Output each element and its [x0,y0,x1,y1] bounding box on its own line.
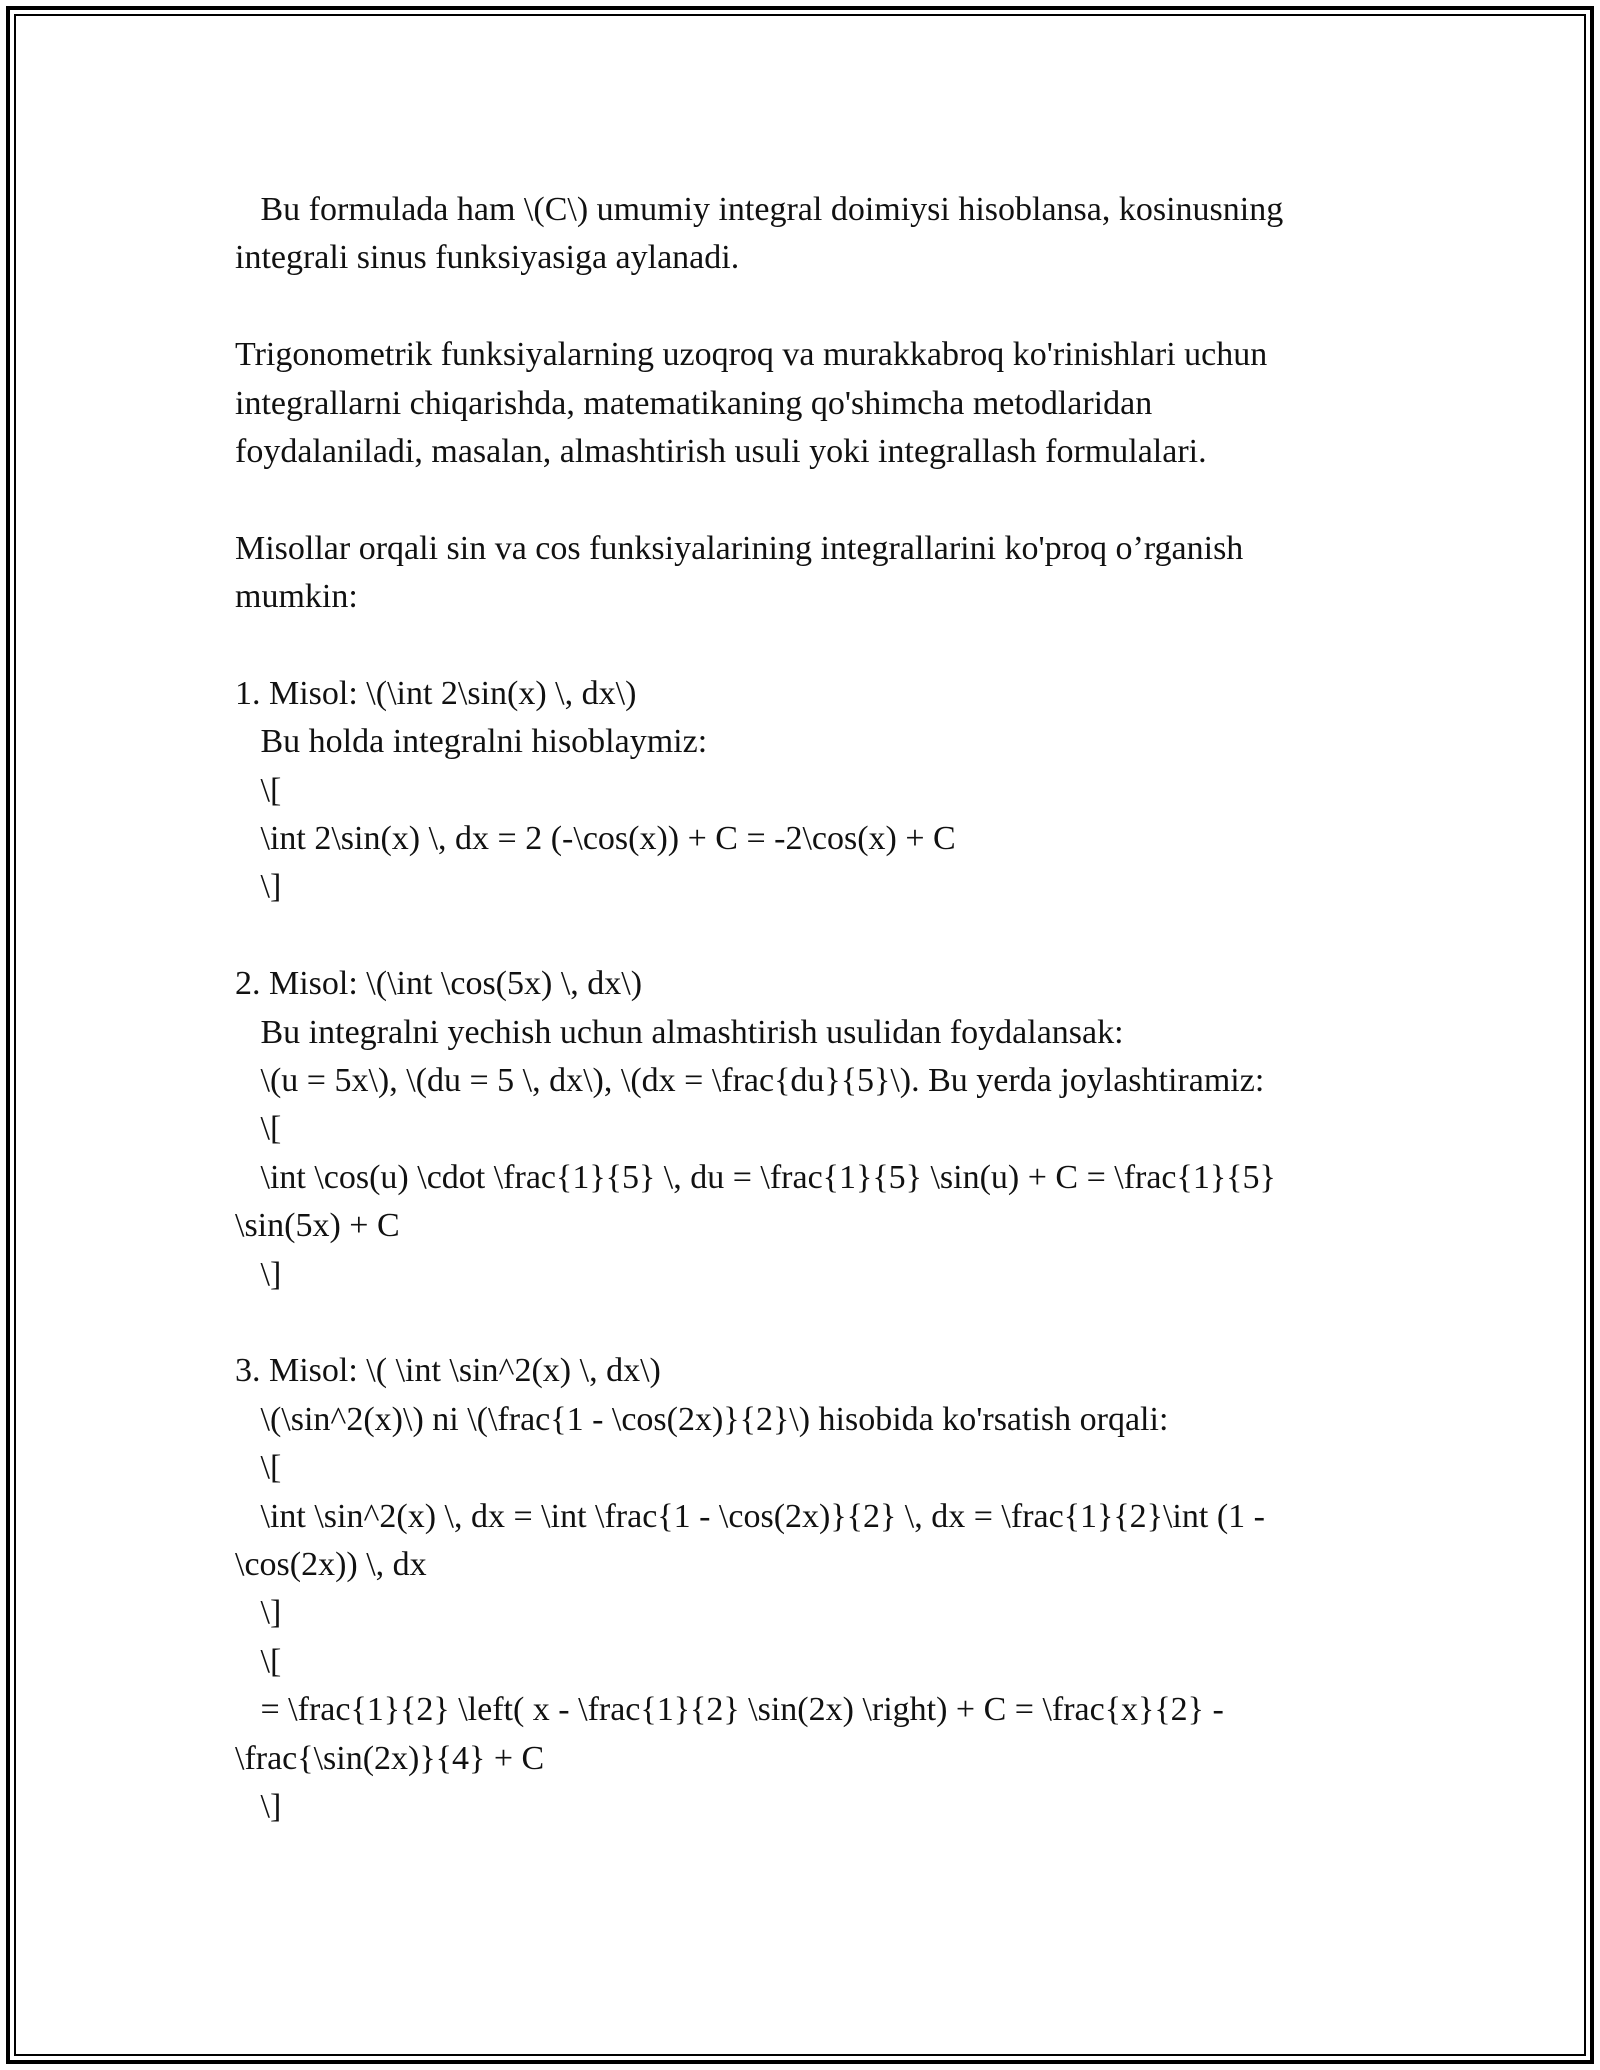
example-3-heading: 3. Misol: \( \int \sin^2(x) \, dx\) [235,1352,661,1390]
formula-line: \[ [235,1110,282,1148]
example-2-heading: 2. Misol: \(\int \cos(5x) \, dx\) [235,965,643,1003]
blank-line [235,476,1385,524]
example-1-heading: 1. Misol: \(\int 2\sin(x) \, dx\) [235,674,637,712]
formula-line: \sin(5x) + C [235,1207,400,1245]
formula-line: \] [235,1255,282,1293]
text-line: \(u = 5x\), \(du = 5 \, dx\), \(dx = \frac{du}{5}\). Bu yerda joylashtiramiz: [235,1062,1265,1100]
blank-line [235,912,1385,960]
text-line: \(\sin^2(x)\) ni \(\frac{1 - \cos(2x)}{2}\) hisobida ko'rsatish orqali: [235,1400,1169,1438]
formula-line: \frac{\sin(2x)}{4} + C [235,1739,545,1777]
text-line: Bu formulada ham \(C\) umumiy integral doimiysi hisoblansa, kosinusning [235,191,1284,228]
blank-line [235,283,1385,331]
text-line: foydalaniladi, masalan, almashtirish usuli yoki integrallash formulalari. [235,432,1207,470]
blank-line [235,1299,1385,1347]
text-line: Misollar orqali sin va cos funksiyalarining integrallarini ko'proq o’rganish [235,529,1244,567]
document-body [235,186,1385,1831]
text-line: Bu holda integralni hisoblaymiz: [235,723,708,761]
formula-line: \int \cos(u) \cdot \frac{1}{5} \, du = \frac{1}{5} \sin(u) + C = \frac{1}{5} [235,1158,1276,1196]
formula-line: \int 2\sin(x) \, dx = 2 (-\cos(x)) + C = -2\cos(x) + C [235,820,956,858]
text-line: Trigonometrik funksiyalarning uzoqroq va murakkabroq ko'rinishlari uchun [235,336,1268,374]
formula-line: \] [235,868,282,906]
formula-line: \[ [235,771,282,809]
formula-line: = \frac{1}{2} \left( x - \frac{1}{2} \sin(2x) \right) + C = \frac{x}{2} - [235,1691,1224,1729]
formula-line: \] [235,1787,282,1825]
formula-line: \[ [235,1449,282,1487]
formula-line: \] [235,1594,282,1632]
text-line: mumkin: [235,578,358,616]
formula-line: \int \sin^2(x) \, dx = \int \frac{1 - \cos(2x)}{2} \, dx = \frac{1}{2}\int (1 - [235,1497,1265,1535]
text-line: Bu integralni yechish uchun almashtirish usulidan foydalansak: [235,1013,1124,1051]
formula-line: \cos(2x)) \, dx [235,1545,427,1583]
blank-line [235,622,1385,670]
text-line: integrallarni chiqarishda, matematikaning qo'shimcha metodlaridan [235,384,1153,422]
formula-line: \[ [235,1642,282,1680]
text-line: integrali sinus funksiyasiga aylanadi. [235,239,740,277]
